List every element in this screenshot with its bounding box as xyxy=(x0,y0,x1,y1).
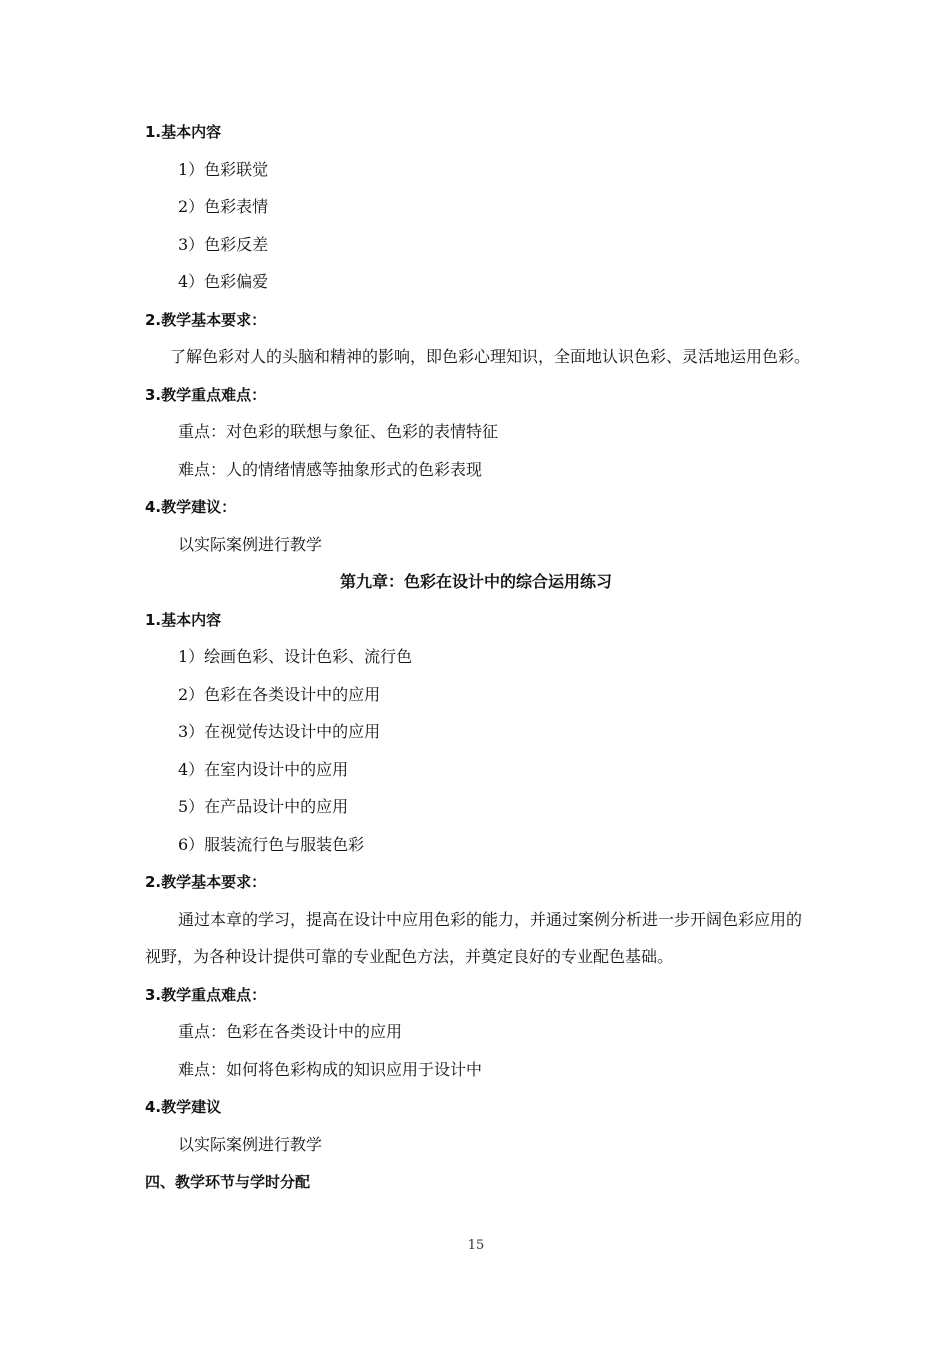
key-point-text: 重点：色彩在各类设计中的应用 xyxy=(178,1022,403,1041)
chapter-title: 第九章：色彩在设计中的综合运用练习 xyxy=(339,572,612,591)
page-number: 15 xyxy=(467,1238,485,1253)
heading-teaching-advice: 4.教学建议： xyxy=(145,498,237,516)
advice-text: 以实际案例进行教学 xyxy=(178,535,323,554)
list-item: 1）色彩联觉 xyxy=(178,160,269,179)
list-item: 6）服装流行色与服装色彩 xyxy=(178,835,365,854)
list-item: 2）色彩表情 xyxy=(178,197,269,216)
section-title: 四、教学环节与学时分配 xyxy=(145,1173,311,1191)
heading-teaching-advice: 4.教学建议 xyxy=(145,1098,222,1116)
heading-basic-content: 1.基本内容 xyxy=(145,611,222,629)
list-item: 4）色彩偏爱 xyxy=(178,272,269,291)
key-point-text: 重点：对色彩的联想与象征、色彩的表情特征 xyxy=(178,422,499,441)
difficult-point-text: 难点：人的情绪情感等抽象形式的色彩表现 xyxy=(178,460,483,479)
requirements-text-line2: 视野，为各种设计提供可靠的专业配色方法，并奠定良好的专业配色基础。 xyxy=(145,947,674,966)
list-item: 2）色彩在各类设计中的应用 xyxy=(178,685,381,704)
heading-key-difficult: 3.教学重点难点： xyxy=(145,986,267,1004)
heading-basic-content: 1.基本内容 xyxy=(145,123,222,141)
advice-text: 以实际案例进行教学 xyxy=(178,1135,323,1154)
requirements-text: 了解色彩对人的头脑和精神的影响，即色彩心理知识，全面地认识色彩、灵活地运用色彩。 xyxy=(170,347,811,366)
heading-teaching-requirements: 2.教学基本要求： xyxy=(145,873,267,891)
list-item: 3）色彩反差 xyxy=(178,235,269,254)
list-item: 5）在产品设计中的应用 xyxy=(178,797,349,816)
list-item: 3）在视觉传达设计中的应用 xyxy=(178,722,381,741)
difficult-point-text: 难点：如何将色彩构成的知识应用于设计中 xyxy=(178,1060,483,1079)
heading-teaching-requirements: 2.教学基本要求： xyxy=(145,311,267,329)
list-item: 4）在室内设计中的应用 xyxy=(178,760,349,779)
heading-key-difficult: 3.教学重点难点： xyxy=(145,386,267,404)
requirements-text-line1: 通过本章的学习，提高在设计中应用色彩的能力，并通过案例分析进一步开阔色彩应用的 xyxy=(178,910,803,929)
list-item: 1）绘画色彩、设计色彩、流行色 xyxy=(178,647,413,666)
